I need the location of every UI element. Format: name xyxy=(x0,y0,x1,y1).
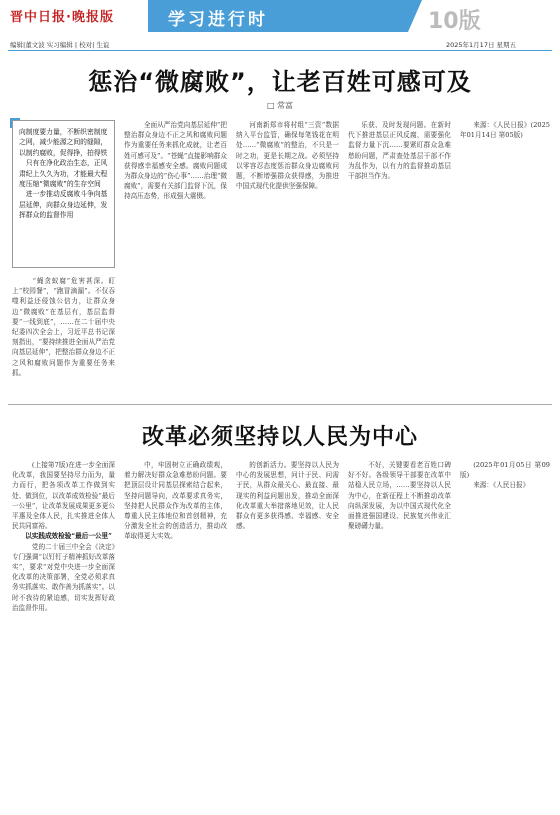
newspaper-logo: 晋中日报·晚报版 xyxy=(10,10,114,25)
source-line: 来源：《人民日报》(2025年01月14日 第05版) xyxy=(460,121,550,140)
dateline: 2025年1月17日 星期五 xyxy=(446,41,517,49)
paragraph: “蝇贪蚁腐”危害甚深。盯上“校园餐”，“跑冒滴漏”。不仅吞噬利益还侵蚀公信力，让群众身边“微腐败”在基层有，基层监督要“一线到底”，……在二十届中央纪委四次全会上，习近平总书记深刻指出，“要持续推进全面从严治党向基层延伸”，把整治群众身边不正之风和腐败问题作为重要任务来抓。 xyxy=(12,277,115,377)
highlight-text: 向制度要力量，不断织密制度之网，减少能源之间的缝隙，以制约腐败，促得挣，拍得铁 只有在净化政治生态，正风肃纪上久久为功，才能最大程度压缩“微腐败”的生存空间 进一步推动反腐败斗争向基层延伸，向群众身边延伸，发挥群众的监督作用 xyxy=(19,128,108,220)
paragraph: 河南新郑市将村组“三资”数据纳入平台监管，确保每笔钱花在明处……“微腐败”的整治，不只是一时之功，更是长期之战。必须坚持以零容忍态度惩治群众身边腐败问题，不断增强群众获得感，为推进中国式现代化提供坚强保障。 xyxy=(236,121,339,191)
page-number: 10版 xyxy=(428,9,481,34)
highlight-box xyxy=(12,120,115,268)
paragraph: 不好，关键要看老百姓口碑好不好。各级领导干部要在改革中站稳人民立场，……要坚持以人民为中心，在新征程上不断推动改革向纵深发展，为以中国式现代化全面推进强国建设、民族复兴伟业汇聚磅礴力量。 xyxy=(348,461,451,531)
article1-col2 xyxy=(124,120,227,398)
paragraph: 全面从严治党向基层延伸“把整治群众身边不正之风和腐败问题作为重要任务来抓化成就，让老百姓可感可及”。“苍蝇”直接影响群众获得感幸福感安全感。腐败问题成为群众身边的“伤心事”……治理“微腐败”，需要有关部门监督下沉，保持高压态势，形成强大震慑。 xyxy=(124,121,227,201)
masthead xyxy=(0,0,560,52)
paragraph: 中，牢固树立正确政绩观，着力解决好群众急难愁盼问题。要把顶层设计同基层探索结合起来，坚持问题导向，改革要求真务实，坚持把人民群众作为改革的主体，尊重人民主体地位和首创精神，充分激发全社会的创造活力，推动改革取得更大实效。 xyxy=(124,461,227,541)
article-divider xyxy=(8,404,552,405)
article2-col1 xyxy=(12,460,115,805)
paragraph: 党的二十届三中全会《决定》专门强调“以钉钉子精神抓好改革落实”，要求“对党中央进一步全面深化改革的决策部署，全党必须求真务实抓落实、敢作善为抓落实”。以时不我待的紧迫感，切实发挥好政治监督作用。 xyxy=(12,542,115,612)
section-title: 学习进行时 xyxy=(148,0,408,32)
article1-col5 xyxy=(460,120,550,398)
paragraph: (上接第7版)在进一步全面深化改革，我国要坚持尽力而为，量力而行，把各项改革工作做到实处、做到位，以改革成效检验“最后一公里”，让改革发展成果更多更公平惠及全体人民，扎实推进全体人民共同富裕。 xyxy=(12,461,115,531)
editors-line: 编辑|董文波 实习编辑 | 校对| 生谊 xyxy=(10,41,110,49)
article2-col2 xyxy=(124,460,227,805)
article2-col4 xyxy=(348,460,451,805)
paragraph: 乐获、及时发现问题。在新时代下推进基层正风反腐，需要强化监督力量下沉……要紧盯群众急难愁盼问题，严肃查处基层干部不作为乱作为，以有力的监督推动基层干部担当作为。 xyxy=(348,121,451,181)
paragraph: 的创新活力。要坚持以人民为中心的发展思想，问计于民、问需于民，从群众最关心、最直接、最现实的利益问题出发，推动全面深化改革重大举措落地见效，让人民群众有更多获得感、幸福感、安全感。 xyxy=(236,461,339,531)
article2-col5 xyxy=(460,460,550,805)
article1-col4 xyxy=(348,120,451,398)
header-rule xyxy=(8,50,552,51)
source-line: 来源：《人民日报》 xyxy=(473,481,530,490)
article1-col3 xyxy=(236,120,339,398)
date-line: (2025年01月05日 第09版) xyxy=(460,461,550,480)
subheading: 以实践成效检验“最后一公里” xyxy=(25,532,112,541)
article2-title: 改革必须坚持以人民为中心 xyxy=(141,425,418,450)
article1-author: □ 常富 xyxy=(266,101,294,110)
article1-title: 惩治“微腐败”，让老百姓可感可及 xyxy=(88,68,472,96)
article2-col3 xyxy=(236,460,339,805)
article1-col1 xyxy=(12,276,115,398)
